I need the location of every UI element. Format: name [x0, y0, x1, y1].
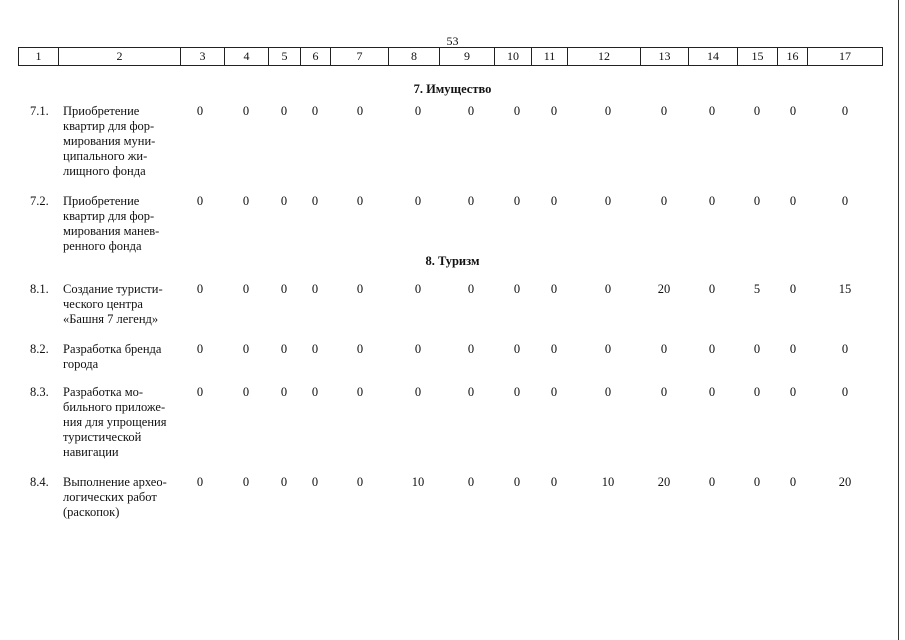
row-name-line: города [63, 357, 99, 371]
row-value-col-16: 0 [789, 342, 797, 356]
row-value-col-3: 0 [196, 385, 204, 399]
row-value-col-8: 0 [414, 194, 422, 208]
row-value-col-10: 0 [513, 282, 521, 296]
row-name-line: логических работ [63, 490, 157, 504]
row-value-col-8: 10 [411, 475, 425, 489]
row-value-col-13: 0 [660, 104, 668, 118]
row-value-col-15: 0 [753, 342, 761, 356]
row-name-line: ренного фонда [63, 239, 142, 253]
row-value-col-13: 20 [657, 282, 671, 296]
row-value-col-11: 0 [550, 385, 558, 399]
row-value-col-15: 0 [753, 385, 761, 399]
row-value-col-7: 0 [356, 475, 364, 489]
row-value-col-6: 0 [311, 282, 319, 296]
row-value-col-7: 0 [356, 104, 364, 118]
row-value-col-14: 0 [708, 342, 716, 356]
row-value-col-7: 0 [356, 194, 364, 208]
row-value-col-9: 0 [467, 282, 475, 296]
row-value-col-13: 0 [660, 385, 668, 399]
column-header-3: 3 [180, 48, 224, 65]
row-value-col-17: 15 [838, 282, 852, 296]
row-value-col-4: 0 [242, 385, 250, 399]
row-value-col-7: 0 [356, 342, 364, 356]
row-name-line: навигации [63, 445, 119, 459]
column-header-13: 13 [640, 48, 688, 65]
row-name-line: бильного приложе- [63, 400, 166, 414]
row-name-line: Создание туристи- [63, 282, 163, 296]
row-value-col-3: 0 [196, 282, 204, 296]
row-name [63, 385, 181, 460]
row-value-col-14: 0 [708, 385, 716, 399]
row-value-col-10: 0 [513, 385, 521, 399]
row-value-col-16: 0 [789, 385, 797, 399]
row-value-col-11: 0 [550, 194, 558, 208]
row-value-col-4: 0 [242, 104, 250, 118]
row-value-col-13: 0 [660, 342, 668, 356]
row-value-col-10: 0 [513, 475, 521, 489]
row-value-col-12: 10 [601, 475, 615, 489]
row-number: 7.2. [30, 194, 49, 208]
column-header-6: 6 [300, 48, 330, 65]
column-header-14: 14 [688, 48, 737, 65]
section-heading: 8. Туризм [425, 254, 480, 268]
column-header-15: 15 [737, 48, 777, 65]
column-header-17: 17 [807, 48, 883, 65]
row-value-col-10: 0 [513, 194, 521, 208]
row-value-col-6: 0 [311, 342, 319, 356]
row-value-col-3: 0 [196, 194, 204, 208]
row-value-col-5: 0 [280, 282, 288, 296]
row-name-line: Приобретение [63, 194, 140, 208]
row-number: 7.1. [30, 104, 49, 118]
row-name-line: Приобретение [63, 104, 140, 118]
row-name-line: ческого центра [63, 297, 143, 311]
row-value-col-3: 0 [196, 104, 204, 118]
column-number-header [18, 47, 883, 66]
row-name-line: ния для упрощения [63, 415, 167, 429]
row-value-col-5: 0 [280, 104, 288, 118]
row-value-col-8: 0 [414, 282, 422, 296]
row-value-col-14: 0 [708, 104, 716, 118]
row-value-col-16: 0 [789, 282, 797, 296]
row-name-line: квартир для фор- [63, 119, 155, 133]
row-value-col-12: 0 [604, 342, 612, 356]
row-name [63, 104, 181, 179]
row-value-col-17: 0 [841, 385, 849, 399]
row-name-line: (раскопок) [63, 505, 120, 519]
row-number: 8.1. [30, 282, 49, 296]
row-value-col-5: 0 [280, 475, 288, 489]
row-value-col-15: 0 [753, 194, 761, 208]
column-header-8: 8 [388, 48, 439, 65]
column-header-7: 7 [330, 48, 388, 65]
row-value-col-10: 0 [513, 104, 521, 118]
row-value-col-15: 5 [753, 282, 761, 296]
row-value-col-14: 0 [708, 282, 716, 296]
row-value-col-8: 0 [414, 385, 422, 399]
row-value-col-5: 0 [280, 385, 288, 399]
row-value-col-12: 0 [604, 385, 612, 399]
row-value-col-12: 0 [604, 194, 612, 208]
row-value-col-14: 0 [708, 475, 716, 489]
row-value-col-6: 0 [311, 475, 319, 489]
row-value-col-4: 0 [242, 342, 250, 356]
column-header-9: 9 [439, 48, 494, 65]
row-name-line: лищного фонда [63, 164, 146, 178]
row-name-line: ципального жи- [63, 149, 148, 163]
row-value-col-17: 0 [841, 194, 849, 208]
row-value-col-13: 20 [657, 475, 671, 489]
row-value-col-9: 0 [467, 104, 475, 118]
row-value-col-3: 0 [196, 342, 204, 356]
row-name-line: Разработка мо- [63, 385, 144, 399]
row-value-col-12: 0 [604, 104, 612, 118]
row-value-col-17: 0 [841, 342, 849, 356]
row-name-line: мирования манев- [63, 224, 160, 238]
row-value-col-13: 0 [660, 194, 668, 208]
row-value-col-9: 0 [467, 385, 475, 399]
row-value-col-8: 0 [414, 104, 422, 118]
column-header-16: 16 [777, 48, 807, 65]
row-value-col-9: 0 [467, 342, 475, 356]
row-value-col-17: 0 [841, 104, 849, 118]
row-value-col-4: 0 [242, 194, 250, 208]
row-value-col-10: 0 [513, 342, 521, 356]
row-value-col-4: 0 [242, 282, 250, 296]
row-value-col-11: 0 [550, 282, 558, 296]
row-number: 8.4. [30, 475, 49, 489]
row-value-col-6: 0 [311, 104, 319, 118]
row-name [63, 282, 181, 327]
row-name-line: Разработка бренда [63, 342, 162, 356]
row-value-col-11: 0 [550, 475, 558, 489]
row-name-line: Выполнение архео- [63, 475, 167, 489]
row-value-col-16: 0 [789, 104, 797, 118]
row-value-col-15: 0 [753, 104, 761, 118]
column-header-4: 4 [224, 48, 268, 65]
column-header-11: 11 [531, 48, 567, 65]
row-value-col-16: 0 [789, 194, 797, 208]
column-header-2: 2 [58, 48, 180, 65]
row-name-line: квартир для фор- [63, 209, 155, 223]
section-heading: 7. Имущество [413, 82, 492, 96]
column-header-5: 5 [268, 48, 300, 65]
row-value-col-11: 0 [550, 104, 558, 118]
column-header-1: 1 [18, 48, 58, 65]
row-value-col-11: 0 [550, 342, 558, 356]
row-number: 8.2. [30, 342, 49, 356]
row-value-col-6: 0 [311, 385, 319, 399]
row-value-col-9: 0 [467, 194, 475, 208]
row-value-col-15: 0 [753, 475, 761, 489]
row-value-col-5: 0 [280, 342, 288, 356]
row-value-col-14: 0 [708, 194, 716, 208]
row-value-col-7: 0 [356, 385, 364, 399]
row-name-line: «Башня 7 легенд» [63, 312, 159, 326]
column-header-10: 10 [494, 48, 531, 65]
row-value-col-5: 0 [280, 194, 288, 208]
row-name [63, 475, 181, 520]
row-name-line: мирования муни- [63, 134, 156, 148]
page-number: 53 [446, 34, 459, 48]
row-name [63, 342, 181, 372]
row-value-col-8: 0 [414, 342, 422, 356]
row-value-col-9: 0 [467, 475, 475, 489]
row-value-col-16: 0 [789, 475, 797, 489]
column-header-12: 12 [567, 48, 640, 65]
row-value-col-6: 0 [311, 194, 319, 208]
row-value-col-12: 0 [604, 282, 612, 296]
row-name-line: туристической [63, 430, 142, 444]
row-value-col-17: 20 [838, 475, 852, 489]
row-name [63, 194, 181, 254]
row-value-col-3: 0 [196, 475, 204, 489]
row-value-col-4: 0 [242, 475, 250, 489]
row-number: 8.3. [30, 385, 49, 399]
row-value-col-7: 0 [356, 282, 364, 296]
